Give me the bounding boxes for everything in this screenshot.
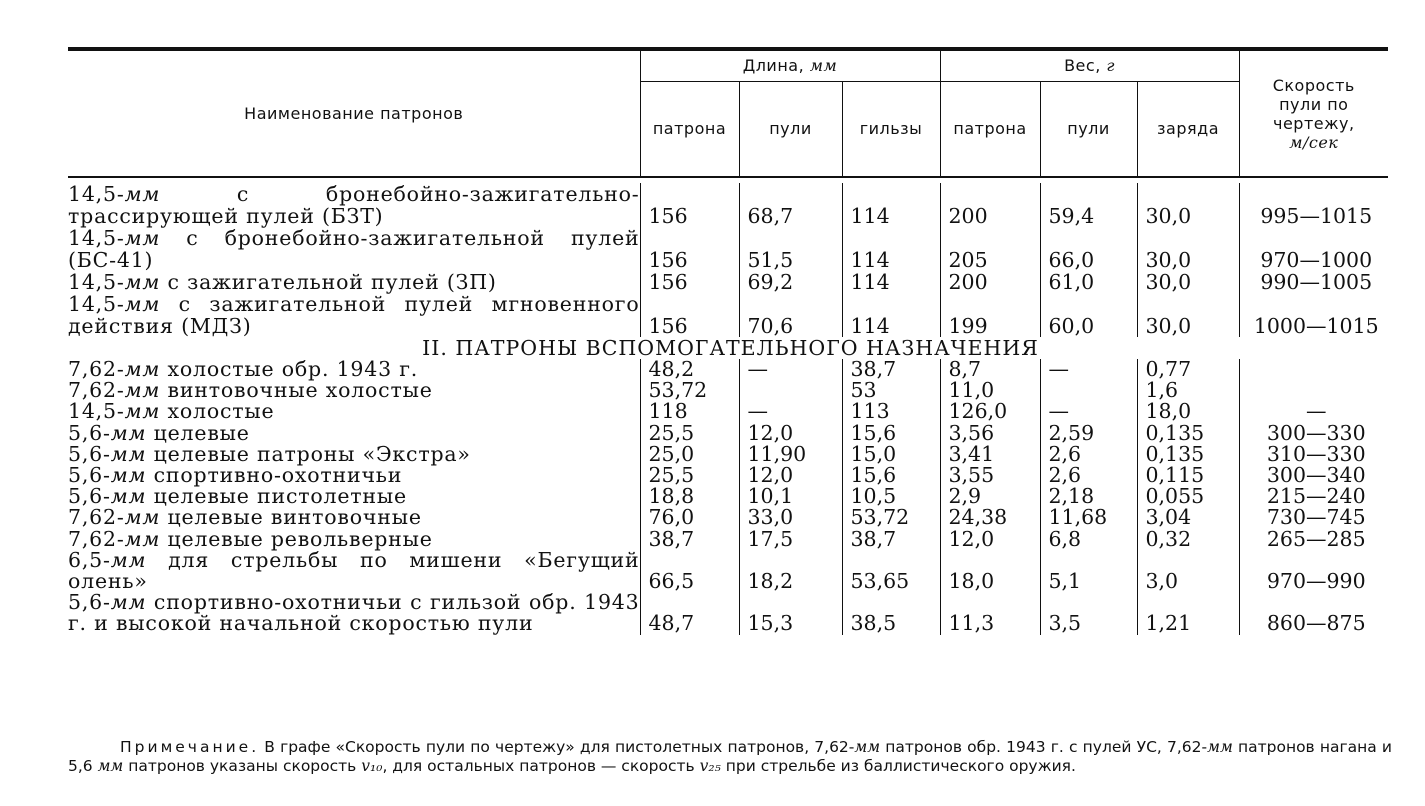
- footnote: [68, 738, 1392, 776]
- cell-length-case: 38,7: [842, 529, 940, 550]
- cell-weight-cartridge: 11,0: [940, 380, 1040, 401]
- name-unit: мм: [124, 226, 161, 250]
- cell-length-case: 53,72: [842, 507, 940, 528]
- cell-length-cartridge: 25,0: [640, 444, 739, 465]
- cell-speed: —: [1239, 401, 1393, 422]
- header-length-bullet: пули: [739, 81, 842, 177]
- cell-length-bullet: —: [739, 401, 842, 422]
- table-header: [68, 51, 1388, 178]
- header-weight-group: [940, 51, 1239, 81]
- cell-length-bullet: 12,0: [739, 423, 842, 444]
- name-prefix: 5,6-: [68, 441, 111, 466]
- name-unit: мм: [124, 270, 161, 294]
- cell-weight-charge: 0,135: [1137, 444, 1239, 465]
- cell-weight-charge: 18,0: [1137, 401, 1239, 422]
- header-name-col: Наименование патронов: [68, 51, 640, 177]
- table-row: [68, 359, 1393, 380]
- cell-weight-cartridge: 205: [940, 227, 1040, 271]
- cell-length-cartridge: 48,2: [640, 359, 739, 380]
- table-row: [68, 423, 1393, 444]
- cell-length-bullet: 12,0: [739, 465, 842, 486]
- cell-length-bullet: 18,2: [739, 550, 842, 592]
- cell-length-cartridge: 156: [640, 271, 739, 293]
- cell-length-cartridge: 76,0: [640, 507, 739, 528]
- cell-speed: 990—1005: [1239, 271, 1393, 293]
- section-1: [68, 183, 1393, 337]
- name-prefix: 5,6-: [68, 484, 111, 509]
- name-text: с зажигательной пулей мгновенного действия (МДЗ): [68, 292, 640, 338]
- cell-weight-bullet: —: [1040, 401, 1137, 422]
- row-name: [68, 592, 640, 634]
- name-unit: мм: [110, 547, 147, 572]
- header-speed-col: [1239, 51, 1388, 177]
- section-2-title: II. ПАТРОНЫ ВСПОМОГАТЕЛЬНОГО НАЗНАЧЕНИЯ: [422, 336, 1039, 360]
- weight-label: Вес,: [1064, 56, 1101, 76]
- table-row: [68, 592, 1393, 634]
- note-part-3: патронов нагана и 5,6: [68, 738, 1392, 775]
- cell-length-bullet: 68,7: [739, 183, 842, 227]
- row-name: [68, 547, 640, 594]
- name-prefix: 14,5-: [68, 226, 125, 250]
- header-length-case: гильзы: [842, 81, 940, 177]
- cell-weight-bullet: 66,0: [1040, 227, 1137, 271]
- cell-length-cartridge: 25,5: [640, 465, 739, 486]
- note-v25: v₂₅: [699, 757, 721, 775]
- cell-length-bullet: 70,6: [739, 293, 842, 337]
- name-prefix: 14,5-: [68, 292, 125, 316]
- cell-weight-cartridge: 3,41: [940, 444, 1040, 465]
- speed-line-1: Скорость: [1272, 75, 1355, 95]
- cell-length-bullet: [739, 380, 842, 401]
- cell-length-case: 10,5: [842, 486, 940, 507]
- name-text: холостые: [160, 399, 275, 424]
- cell-speed: 300—330: [1239, 423, 1393, 444]
- name-prefix: 5,6-: [68, 590, 111, 615]
- cell-length-bullet: 15,3: [739, 592, 842, 634]
- row-name: [68, 359, 640, 380]
- name-text: целевые винтовочные: [160, 505, 422, 530]
- cell-weight-cartridge: 12,0: [940, 529, 1040, 550]
- cell-weight-charge: 3,0: [1137, 550, 1239, 592]
- cell-length-bullet: 33,0: [739, 507, 842, 528]
- table-row: [68, 401, 1393, 422]
- header-weight-bullet: пули: [1040, 81, 1137, 177]
- name-prefix: 7,62-: [68, 505, 125, 530]
- cell-speed: [1239, 380, 1393, 401]
- cell-length-bullet: 17,5: [739, 529, 842, 550]
- note-part-2: патронов обр. 1943 г. с пулей УС, 7,62-: [880, 738, 1208, 756]
- name-unit: мм: [124, 378, 161, 403]
- name-prefix: 14,5-: [68, 270, 125, 294]
- table-body: [68, 183, 1393, 635]
- cell-length-case: 15,0: [842, 444, 940, 465]
- cell-length-bullet: —: [739, 359, 842, 380]
- name-text: с зажигательной пулей (ЗП): [160, 270, 497, 294]
- name-text: с бронебойно-зажигательной пулей (БС-41): [68, 226, 640, 272]
- cell-weight-charge: 3,04: [1137, 507, 1239, 528]
- cell-length-bullet: 10,1: [739, 486, 842, 507]
- cell-weight-cartridge: 200: [940, 183, 1040, 227]
- name-text: с бронебойно-зажигательно-трассирующей пулей (БЗТ): [68, 182, 640, 228]
- name-prefix: 5,6-: [68, 463, 111, 488]
- cell-speed: 300—340: [1239, 465, 1393, 486]
- footnote-text: [68, 738, 1392, 776]
- name-prefix: 14,5-: [68, 399, 125, 424]
- name-text: спортивно-охотничьи с гильзой обр. 1943 г. и высокой начальной скоростью пули: [68, 590, 640, 636]
- cell-weight-bullet: 11,68: [1040, 507, 1137, 528]
- cell-length-case: 114: [842, 271, 940, 293]
- cell-speed: 970—1000: [1239, 227, 1393, 271]
- header-weight-cartridge: патрона: [940, 81, 1040, 177]
- weight-unit: г: [1106, 56, 1115, 76]
- cell-length-cartridge: 48,7: [640, 592, 739, 634]
- cell-weight-cartridge: 199: [940, 293, 1040, 337]
- table-row: [68, 227, 1393, 271]
- cell-length-case: 15,6: [842, 423, 940, 444]
- cell-weight-cartridge: 2,9: [940, 486, 1040, 507]
- cell-weight-cartridge: 11,3: [940, 592, 1040, 634]
- cell-length-case: 15,6: [842, 465, 940, 486]
- cell-weight-bullet: 2,6: [1040, 444, 1137, 465]
- note-part-4: патронов указаны скорость: [123, 757, 362, 775]
- cell-weight-charge: 0,135: [1137, 423, 1239, 444]
- cell-weight-cartridge: 18,0: [940, 550, 1040, 592]
- cell-length-cartridge: 118: [640, 401, 739, 422]
- note-label: Примечание.: [120, 738, 260, 756]
- name-unit: мм: [124, 357, 161, 381]
- name-prefix: 7,62-: [68, 526, 125, 551]
- name-unit: мм: [124, 505, 161, 530]
- cell-length-cartridge: 38,7: [640, 529, 739, 550]
- cell-speed: 860—875: [1239, 592, 1393, 634]
- cell-weight-charge: 1,21: [1137, 592, 1239, 634]
- name-text: холостые обр. 1943 г.: [160, 357, 419, 381]
- cell-speed: 310—330: [1239, 444, 1393, 465]
- row-name: [68, 507, 640, 528]
- row-name: [68, 420, 640, 445]
- cell-length-case: 53: [842, 380, 940, 401]
- cell-length-bullet: 51,5: [739, 227, 842, 271]
- header-length-group: [640, 51, 940, 81]
- cell-weight-bullet: —: [1040, 359, 1137, 380]
- cell-length-case: 38,5: [842, 592, 940, 634]
- table-row: [68, 507, 1393, 528]
- table-row: [68, 444, 1393, 465]
- name-text: целевые револьверные: [160, 526, 433, 551]
- cell-weight-cartridge: 126,0: [940, 401, 1040, 422]
- name-text: спортивно-охотничьи: [146, 463, 403, 488]
- name-text: целевые патроны «Экстра»: [146, 441, 471, 466]
- cell-weight-cartridge: 200: [940, 271, 1040, 293]
- cell-length-cartridge: 25,5: [640, 423, 739, 444]
- name-unit: мм: [124, 526, 161, 551]
- cell-length-cartridge: 53,72: [640, 380, 739, 401]
- cell-weight-bullet: [1040, 380, 1137, 401]
- row-name: [68, 486, 640, 507]
- row-name: [68, 401, 640, 422]
- cell-speed: 995—1015: [1239, 183, 1393, 227]
- cell-weight-cartridge: 3,55: [940, 465, 1040, 486]
- cell-weight-bullet: 6,8: [1040, 529, 1137, 550]
- cell-weight-charge: 30,0: [1137, 293, 1239, 337]
- table-row: [68, 486, 1393, 507]
- row-name: [68, 465, 640, 486]
- table-row: [68, 465, 1393, 486]
- cell-length-case: 113: [842, 401, 940, 422]
- cell-length-bullet: 11,90: [739, 444, 842, 465]
- table-row: [68, 183, 1393, 227]
- row-name: [68, 526, 640, 551]
- name-unit: мм: [110, 420, 147, 445]
- name-text: для стрельбы по мишени «Бегущий олень»: [68, 547, 640, 594]
- cell-weight-bullet: 61,0: [1040, 271, 1137, 293]
- cell-speed: 730—745: [1239, 507, 1393, 528]
- note-unit-1: мм: [854, 738, 881, 756]
- name-unit: мм: [110, 590, 147, 615]
- name-text: целевые пистолетные: [146, 484, 407, 509]
- cell-speed: 265—285: [1239, 529, 1393, 550]
- cell-weight-bullet: 3,5: [1040, 592, 1137, 634]
- name-unit: мм: [110, 441, 147, 466]
- note-v10: v₁₀: [361, 757, 383, 775]
- name-unit: мм: [124, 182, 161, 206]
- name-prefix: 14,5-: [68, 182, 125, 206]
- note-part-6: при стрельбе из баллистического оружия.: [720, 757, 1076, 775]
- name-text: целевые: [146, 420, 250, 445]
- cell-weight-charge: 0,32: [1137, 529, 1239, 550]
- name-unit: мм: [124, 399, 161, 424]
- name-unit: мм: [110, 463, 147, 488]
- header-weight-charge: заряда: [1137, 81, 1239, 177]
- cell-speed: 215—240: [1239, 486, 1393, 507]
- cell-weight-charge: 30,0: [1137, 271, 1239, 293]
- cell-length-cartridge: 66,5: [640, 550, 739, 592]
- cell-weight-cartridge: 8,7: [940, 359, 1040, 380]
- cell-weight-bullet: 59,4: [1040, 183, 1137, 227]
- note-part-1: В графе «Скорость пули по чертежу» для пистолетных патронов, 7,62-: [259, 738, 855, 756]
- row-name: [68, 441, 640, 466]
- section-2-heading: [68, 337, 1393, 359]
- cell-length-cartridge: 156: [640, 293, 739, 337]
- row-name: [68, 271, 640, 293]
- cell-length-bullet: 69,2: [739, 271, 842, 293]
- cell-speed: 1000—1015: [1239, 293, 1393, 337]
- cell-length-case: 38,7: [842, 359, 940, 380]
- cell-weight-charge: 1,6: [1137, 380, 1239, 401]
- cell-weight-bullet: 60,0: [1040, 293, 1137, 337]
- note-part-5: , для остальных патронов — скорость: [382, 757, 700, 775]
- name-prefix: 6,5-: [68, 547, 111, 572]
- row-name: [68, 227, 640, 271]
- length-unit: мм: [809, 56, 838, 76]
- cell-weight-charge: 0,77: [1137, 359, 1239, 380]
- cell-speed: [1239, 359, 1393, 380]
- cell-weight-charge: 0,055: [1137, 486, 1239, 507]
- table-row: [68, 271, 1393, 293]
- table-row: [68, 529, 1393, 550]
- cell-length-case: 53,65: [842, 550, 940, 592]
- row-name: [68, 183, 640, 227]
- note-unit-3: мм: [97, 757, 124, 775]
- row-name: [68, 293, 640, 337]
- speed-line-2: пули по: [1279, 94, 1349, 114]
- table-row: [68, 550, 1393, 592]
- name-prefix: 7,62-: [68, 357, 125, 381]
- row-name: [68, 380, 640, 401]
- table-row: [68, 293, 1393, 337]
- speed-line-4: м/сек: [1289, 132, 1339, 152]
- name-prefix: 5,6-: [68, 420, 111, 445]
- cell-weight-bullet: 5,1: [1040, 550, 1137, 592]
- cell-weight-cartridge: 3,56: [940, 423, 1040, 444]
- name-text: винтовочные холостые: [160, 378, 433, 403]
- header-length-cartridge: патрона: [640, 81, 739, 177]
- cell-speed: 970—990: [1239, 550, 1393, 592]
- cell-weight-bullet: 2,18: [1040, 486, 1137, 507]
- cell-length-cartridge: 18,8: [640, 486, 739, 507]
- length-label: Длина,: [742, 56, 805, 76]
- cell-weight-charge: 30,0: [1137, 227, 1239, 271]
- cell-length-cartridge: 156: [640, 183, 739, 227]
- cell-length-case: 114: [842, 227, 940, 271]
- section-2: [68, 359, 1393, 635]
- cell-weight-bullet: 2,6: [1040, 465, 1137, 486]
- name-unit: мм: [124, 292, 161, 316]
- table-row: [68, 380, 1393, 401]
- cell-length-case: 114: [842, 293, 940, 337]
- cell-weight-bullet: 2,59: [1040, 423, 1137, 444]
- cell-weight-charge: 30,0: [1137, 183, 1239, 227]
- cell-length-case: 114: [842, 183, 940, 227]
- note-unit-2: мм: [1207, 738, 1233, 756]
- cell-weight-cartridge: 24,38: [940, 507, 1040, 528]
- cell-length-cartridge: 156: [640, 227, 739, 271]
- speed-line-3: чертежу,: [1272, 113, 1355, 133]
- name-prefix: 7,62-: [68, 378, 125, 403]
- cell-weight-charge: 0,115: [1137, 465, 1239, 486]
- name-unit: мм: [110, 484, 147, 509]
